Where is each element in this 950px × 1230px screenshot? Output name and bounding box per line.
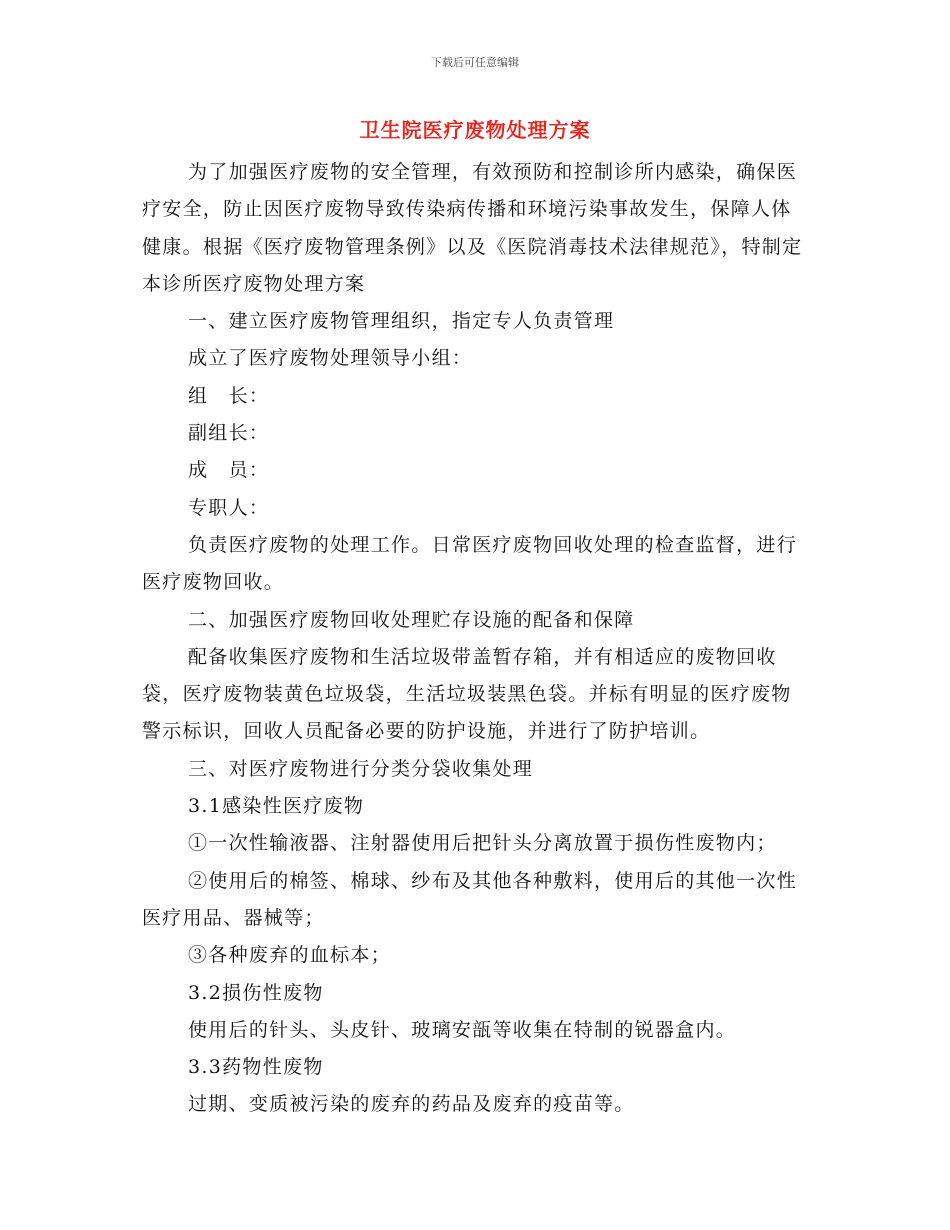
role-line-members: 成 员： xyxy=(188,459,270,482)
paragraph-intro: 为了加强医疗废物的安全管理，有效预防和控制诊所内感染，确保医疗安全，防止因医疗废物导致传染病传播和环境污染事故发生，保障人体健康。根据《医疗废物管理条例》以及《医院消毒技术法律规范》，特制定本诊所医疗废物处理方案 xyxy=(142,161,803,295)
list-item: ①一次性输液器、注射器使用后把针头分离放置于损伤性废物内； xyxy=(188,832,777,855)
role-line-deputy: 副组长： xyxy=(188,422,270,445)
paragraph: 负责医疗废物的处理工作。日常医疗废物回收处理的检查监督，进行医疗废物回收。 xyxy=(142,533,798,594)
paragraph: 成立了医疗废物处理领导小组： xyxy=(188,347,473,370)
section-heading-3: 三、对医疗废物进行分类分袋收集处理 xyxy=(188,757,534,780)
paragraph: 配备收集医疗废物和生活垃圾带盖暂存箱，并有相适应的废物回收袋，医疗废物装黄色垃圾袋，生活垃圾装黑色袋。并标有明显的医疗废物警示标识，回收人员配备必要的防护设施，并进行了防护培训。 xyxy=(142,645,792,743)
paragraph: 过期、变质被污染的废弃的药品及废弃的疫苗等。 xyxy=(188,1093,635,1116)
role-line-dedicated: 专职人： xyxy=(188,496,270,519)
subsection-heading: 3.2损伤性废物 xyxy=(188,981,324,1004)
paragraph: 使用后的针头、头皮针、玻璃安瓿等收集在特制的锐器盒内。 xyxy=(188,1018,737,1041)
subsection-heading: 3.3药物性废物 xyxy=(188,1056,324,1079)
document-body xyxy=(142,154,810,1124)
role-line-leader: 组 长： xyxy=(188,384,270,407)
list-item: ②使用后的棉签、棉球、纱布及其他各种敷料，使用后的其他一次性医疗用品、器械等； xyxy=(142,869,798,929)
list-item: ③各种废弃的血标本； xyxy=(188,944,392,967)
section-heading-2: 二、加强医疗废物回收处理贮存设施的配备和保障 xyxy=(188,608,635,631)
header-note: 下载后可任意编辑 xyxy=(431,56,519,69)
section-heading-1: 一、建立医疗废物管理组织，指定专人负责管理 xyxy=(188,310,615,333)
subsection-heading: 3.1感染性医疗废物 xyxy=(188,795,365,818)
document-title: 卫生院医疗废物处理方案 xyxy=(359,118,591,142)
